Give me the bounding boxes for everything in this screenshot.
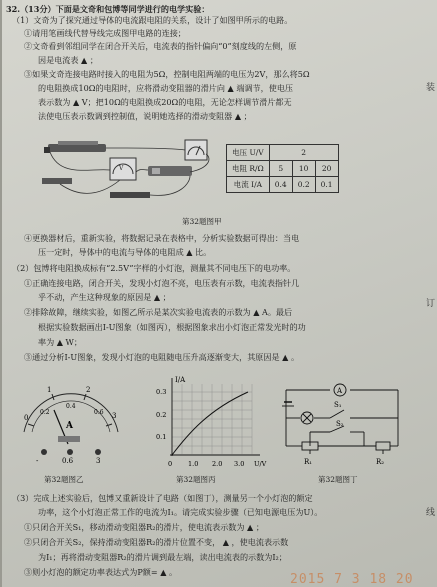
svg-text:V: V (119, 165, 124, 172)
terminal-label: 0.6 (62, 457, 74, 464)
binding-label: 装 (425, 83, 435, 93)
text-line: 功率，这个小灯泡正常工作的电流为I₁。请完成实验步骤（已知电源电压为U）。 (38, 507, 323, 517)
scale-label: 3 (112, 412, 117, 420)
switch-label: S₁ (334, 401, 342, 409)
iu-graph-figure (148, 374, 268, 470)
text-line: 为I₁；再将滑动变阻器R₂的滑片调到最左端，读出电流表的示数为I₂； (38, 552, 287, 562)
table-cell: 0.4 (269, 177, 292, 193)
table-cell: 5 (269, 161, 292, 177)
table-cell: 电流 I/A (227, 177, 270, 193)
figure-caption: 第32题图丙 (176, 475, 216, 484)
text-line: 压一定时，导体中的电流与导体的电阻成 ▲ 比。 (38, 247, 212, 257)
text-line: 因是电流表 ▲ ； (38, 55, 98, 65)
terminal-label: 3 (96, 457, 101, 464)
text-line: ③则小灯泡的额定功率表达式为P额= ▲ 。 (24, 567, 178, 577)
photo-timestamp-watermark: 2015 7 3 18 20 (290, 572, 414, 587)
figure-caption: 第32题图甲 (182, 217, 222, 226)
scale-label: 0.2 (40, 409, 50, 416)
text-line: ③通过分析I-U图象，发现小灯泡的电阻随电压升高逐渐变大，其原因是 ▲ 。 (24, 352, 300, 362)
x-tick: 3.0 (234, 460, 245, 468)
text-line: 率为 ▲ W； (38, 337, 82, 347)
switch-label: S₂ (336, 420, 344, 428)
table-cell: 电压 U/V (227, 145, 270, 161)
x-tick: 1.0 (188, 460, 199, 468)
experiment-apparatus-figure (40, 138, 230, 212)
resistor-label: R₁ (304, 458, 313, 466)
y-tick: 0.3 (156, 388, 167, 396)
x-tick: 2.0 (212, 460, 223, 468)
figure-caption: 第32题图乙 (44, 475, 84, 484)
figure-caption: 第32题图丁 (318, 475, 358, 484)
table-cell: 2 (269, 145, 338, 161)
ammeter-dial-figure (14, 380, 126, 464)
binding-label: 订 (425, 299, 435, 309)
table-row (227, 161, 339, 177)
scale-label: 0 (24, 414, 29, 422)
table-cell: 20 (315, 161, 338, 177)
unit-label: A (66, 421, 73, 431)
text-line: ①只闭合开关S₁，移动滑动变阻器R₂的滑片，使电流表示数为 ▲ ； (24, 522, 264, 532)
y-axis-label: I/A (175, 376, 186, 384)
table-cell: 电阻 R/Ω (227, 161, 270, 177)
table-row (227, 177, 339, 193)
scale-label: 2 (86, 386, 91, 394)
text-line: ①正确连接电路，闭合开关，发现小灯泡不亮，电压表有示数，电流表指针几 (24, 278, 300, 288)
text-line: 的电阻换成10Ω的电阻时，应将滑动变阻器的滑片向 ▲ 端调节，使电压 (38, 83, 294, 93)
text-line: ②排除故障，继续实验，如图乙所示是某次实验电流表的示数为 ▲ A。最后 (24, 307, 293, 317)
table-cell: 10 (292, 161, 315, 177)
text-line: 乎不动，产生这种现象的原因是 ▲ ； (38, 292, 171, 302)
x-tick: 0 (168, 460, 173, 468)
x-axis-label: U/V (254, 460, 267, 468)
text-line: 根据实验数据画出I-U图象（如图丙），根据图象求出小灯泡正常发光时的功 (38, 322, 306, 332)
scale-label: 0.6 (94, 409, 104, 416)
scale-label: 0.4 (66, 403, 76, 410)
text-line: ②文奇看到邻组同学在闭合开关后，电流表的指针偏向“0”刻度线的左侧，原 (24, 41, 297, 51)
binding-label: 线 (425, 508, 435, 518)
iu-curve (172, 392, 248, 455)
margin-line (0, 0, 2, 587)
text-line: 法使电压表示数调到控制值，说明她选择的滑动变阻器 ▲ ； (38, 111, 252, 121)
scale-label: 1 (47, 386, 52, 394)
text-line: （3）完成上述实验后，包博又重新设计了电路（如图丁），测量另一个小灯泡的额定 (12, 493, 313, 503)
data-table (226, 144, 339, 193)
text-line: ①请用笔画线代替导线完成图甲电路的连接； (24, 28, 186, 38)
circuit-diagram-figure (280, 376, 404, 468)
resistor-label: R₂ (376, 458, 385, 466)
y-tick: 0.2 (156, 411, 167, 419)
text-line: ④更换器材后，重新实验，将数据记录在表格中，分析实验数据可得出：当电 (24, 233, 300, 243)
question-title: 32.（13分）下面是文奇和包博等同学进行的电学实验： (6, 4, 210, 14)
text-line: （1）文奇为了探究通过导体的电流跟电阻的关系，设计了如图甲所示的电路。 (12, 15, 293, 25)
table-cell: 0.2 (292, 177, 315, 193)
text-line: ③如果文奇连接电路时接入的电阻为5Ω，控制电阻两端的电压为2V，那么将5Ω (24, 69, 310, 79)
y-tick: 0.1 (156, 433, 167, 441)
ammeter-symbol-label: A (337, 387, 343, 395)
text-line: （2）包博将电阻换成标有“2.5V”字样的小灯泡，测量其不同电压下的电功率。 (12, 263, 296, 273)
text-line: ②只闭合开关S₂，保持滑动变阻器R₂的滑片位置不变， ▲ ，使电流表示数 (24, 537, 289, 547)
table-cell: 0.1 (315, 177, 338, 193)
text-line: 表示数为 ▲ V；把10Ω的电阻换成20Ω的电阻，无论怎样调节滑片都无 (38, 97, 292, 107)
table-row (227, 145, 339, 161)
terminal-label: - (36, 457, 39, 464)
